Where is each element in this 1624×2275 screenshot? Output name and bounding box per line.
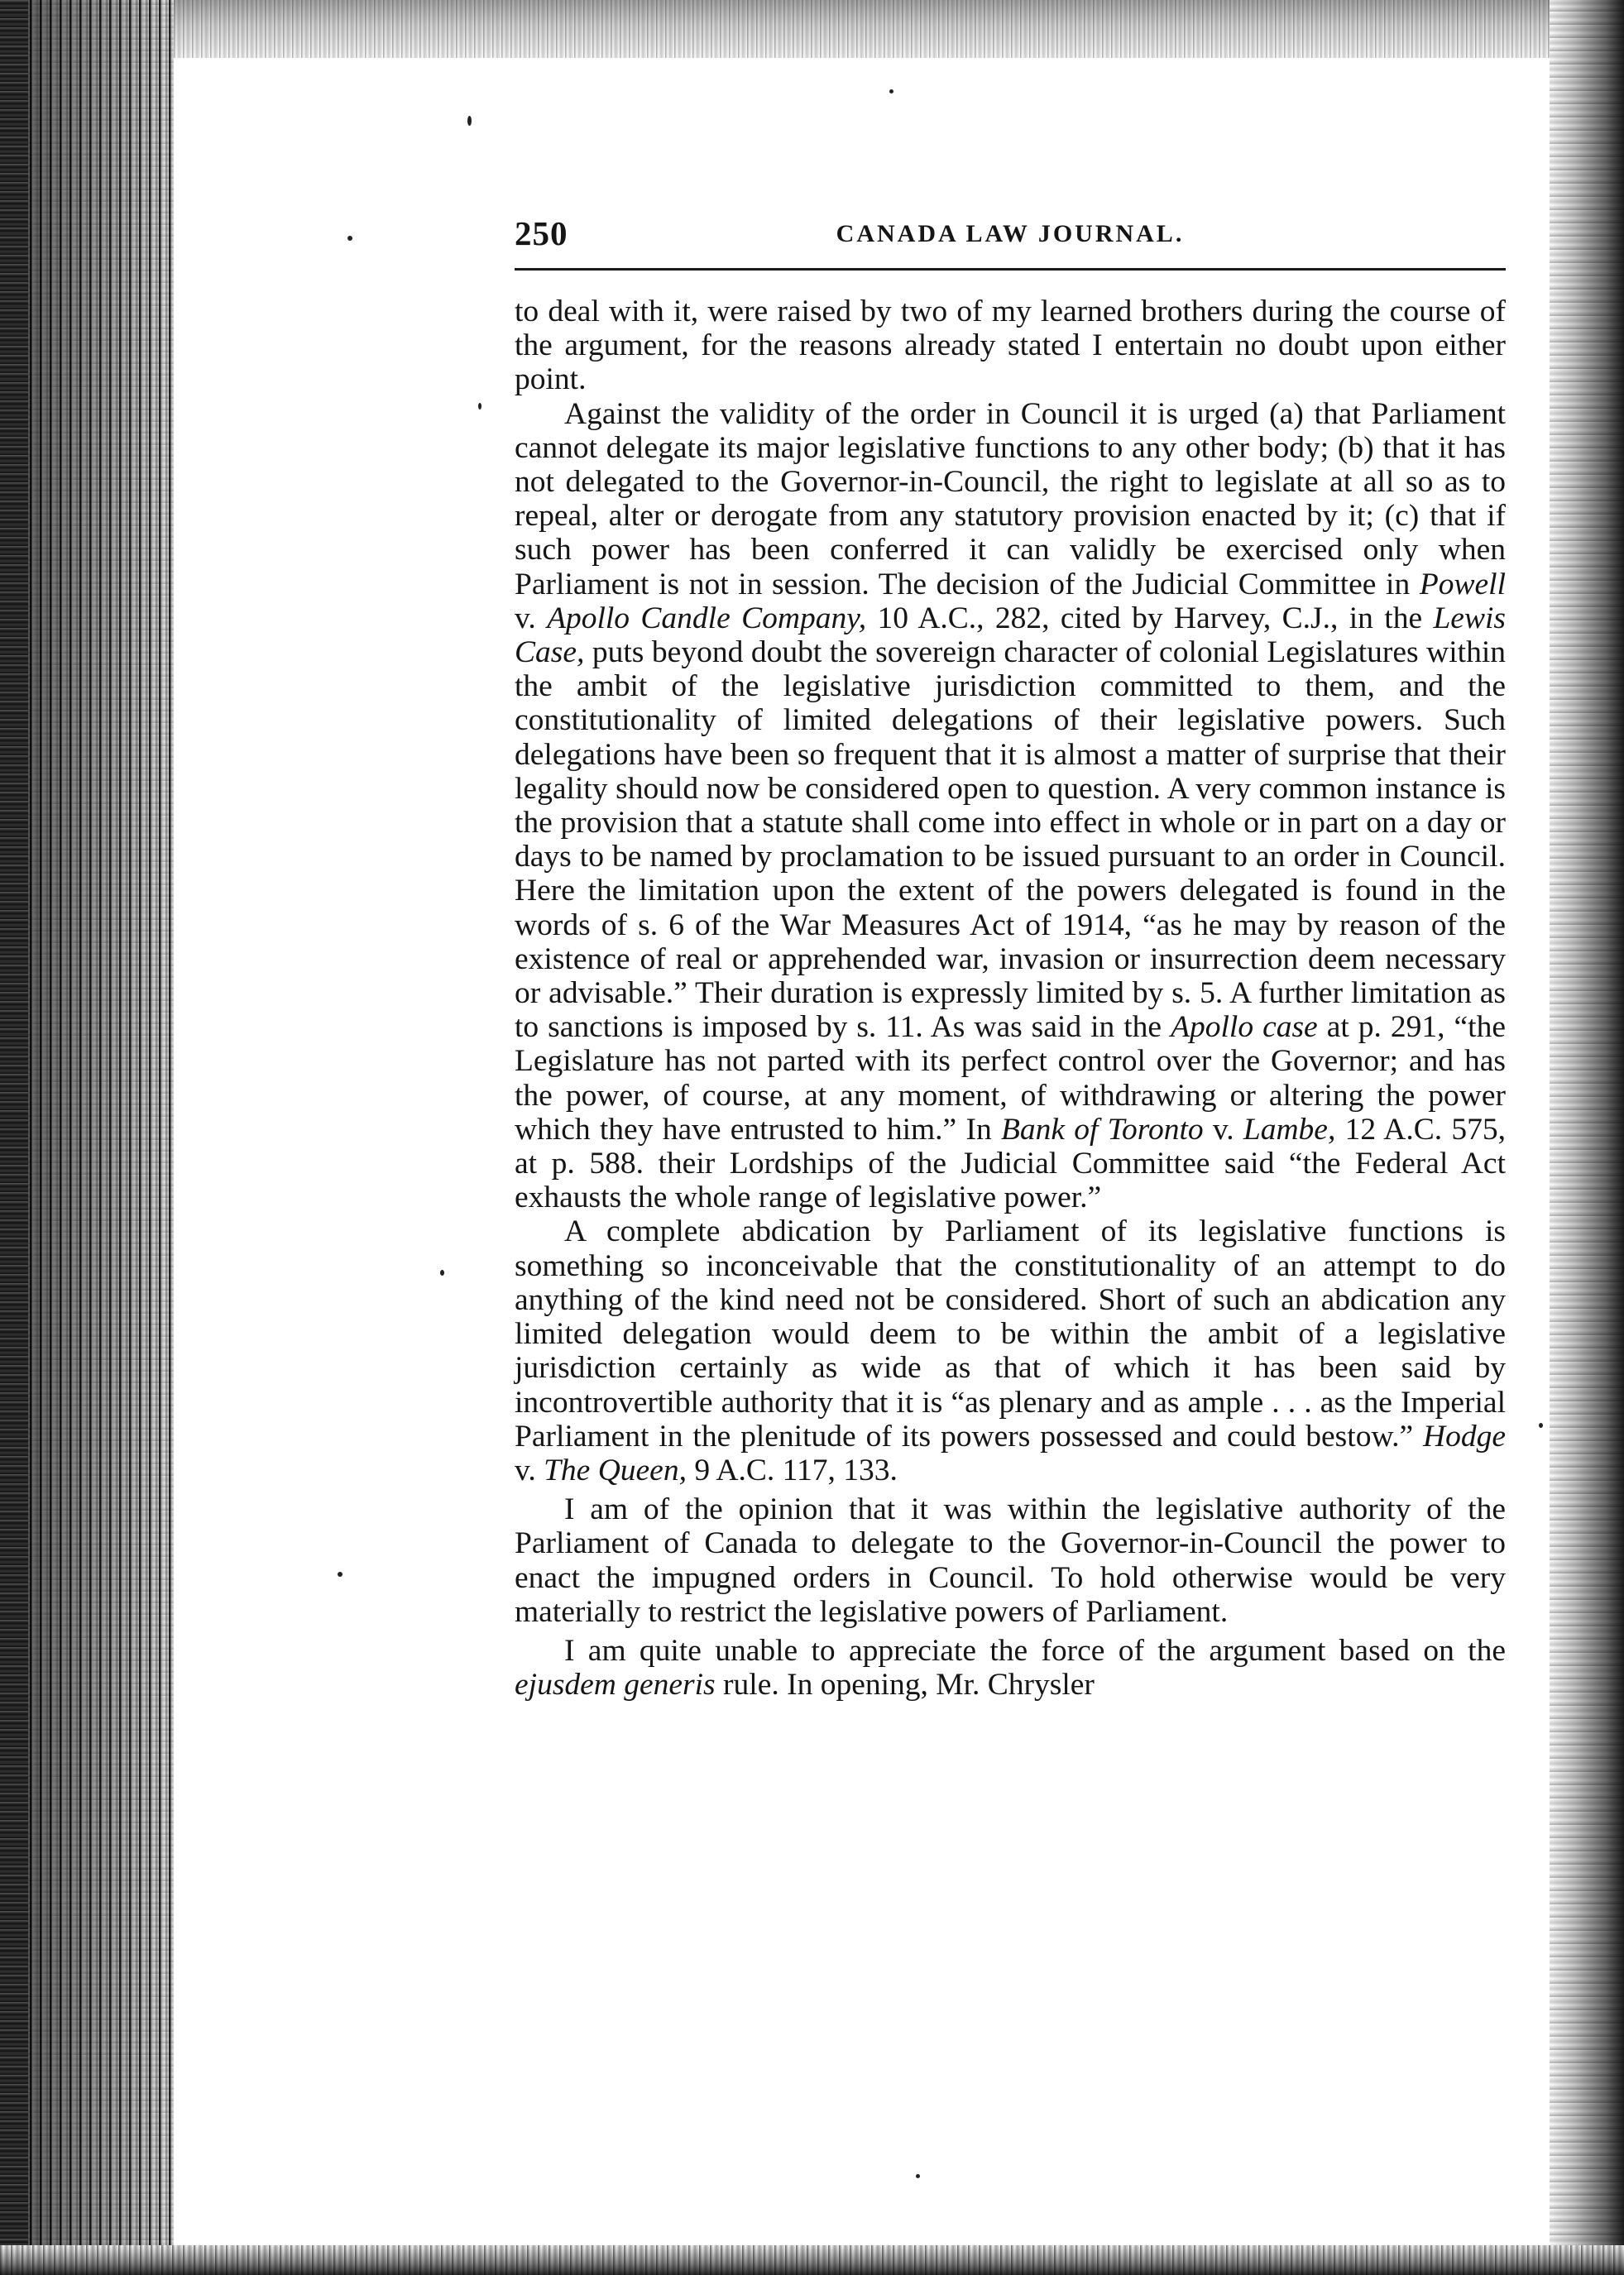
scan-speck <box>338 1572 343 1577</box>
scan-edge-left <box>0 0 28 2275</box>
header-rule <box>515 268 1506 271</box>
italic-citation: Apollo Candle Company, <box>547 601 867 635</box>
italic-citation: Bank of Toronto <box>1000 1112 1204 1147</box>
italic-citation: Lambe, <box>1243 1112 1336 1147</box>
body-text <box>515 295 1506 1702</box>
page-number: 250 <box>515 214 568 252</box>
scan-speck <box>916 2174 920 2178</box>
text-run: to deal with it, were raised by two of my learned brothers during the course of the argument, for the reasons already stated I entertain no doubt upon either point. <box>515 295 1506 397</box>
text-run: v. <box>515 601 548 635</box>
text-run: v. <box>515 1453 544 1487</box>
scan-shadow-right <box>1550 0 1624 2275</box>
scan-speck <box>467 116 472 126</box>
scan-speck <box>440 1270 444 1276</box>
scan-shadow-top <box>174 0 1624 58</box>
paragraph <box>515 1634 1506 1702</box>
text-run: I am of the opinion that it was within the legislative authority of the Parliament of Canada to delegate to the Governor-in-Council the power to enact the impugned orders in Council. To hold otherwise would be very materially to restrict the legislative powers of Parliament. <box>515 1492 1506 1629</box>
running-head: CANADA LAW JOURNAL. <box>836 220 1185 247</box>
italic-citation: Lewis Case, <box>515 601 1506 670</box>
text-run: 9 A.C. 117, 133. <box>686 1453 898 1487</box>
paragraph <box>515 1214 1506 1487</box>
scan-speck <box>889 89 893 93</box>
text-run: A complete abdication by Parliament of its legislative functions is something so inconceivable that the constitutionality of an attempt to do anything of the kind need not be considered. Short of such an abdication any limited delegation would deem to be within the ambit of a legislative jurisdiction certainly as wide as that of which it has been said by incontrovertible authority that it is “as plenary and as ample . . . as the Imperial Parliament in the plenitude of its powers possessed and could bestow.” <box>515 1214 1506 1454</box>
text-run: at p. 291, “the Legislature has not parted with its perfect control over the Governor; and has the power, of course, at any moment, of withdrawing or altering the power which they have entrusted to him.” In <box>515 1010 1506 1147</box>
italic-citation: Powell <box>1419 567 1506 601</box>
italic-citation: ejusdem generis <box>515 1668 716 1703</box>
italic-citation: The Queen, <box>544 1453 687 1487</box>
scan-speck <box>478 403 481 410</box>
paragraph <box>515 1492 1506 1629</box>
text-run: puts beyond doubt the sovereign character of colonial Legislatures within the ambit of the legislative jurisdiction committed to them, and the constitutionality of limited delegations of their legislative powers. Such delegations have been so frequent that it is almost a matter of surprise that their legality should now be considered open to question. A very common instance is the provision that a statute shall come into effect in whole or in part on a day or days to be named by proclamation to be issued pursuant to an order in Council. Here the limitation upon the extent of the powers delegated is found in the words of s. 6 of the War Measures Act of 1914, “as he may by reason of the existence of real or apprehended war, invasion or insurrection deem necessary or advisable.” Their duration is expressly limited by s. 5. A further limitation as to sanctions is imposed by s. 11. As was said in the <box>515 635 1506 1045</box>
paragraph <box>515 397 1506 1215</box>
italic-citation: Hodge <box>1423 1419 1506 1454</box>
scan-speck <box>347 236 352 241</box>
paragraph <box>515 295 1506 397</box>
text-run: Against the validity of the order in Council it is urged (a) that Parliament cannot delegate its major legislative functions to any other body; (b) that it has not delegated to the Governor-in-Council, the right to legislate at all so as to repeal, alter or derogate from any statutory provision enacted by it; (c) that if such power has been conferred it can validly be exercised only when Parliament is not in session. The decision of the Judicial Committee in <box>515 396 1506 601</box>
text-run: I am quite unable to appreciate the force of the argument based on the <box>564 1633 1506 1668</box>
text-run: 12 A.C. 575, at p. 588. their Lordships of the Judicial Committee said “the Federal Act exhausts the whole range of legislative power.” <box>515 1112 1506 1215</box>
italic-citation: Apollo case <box>1171 1010 1318 1045</box>
scan-shadow-bottom <box>0 2245 1624 2275</box>
page-header <box>515 213 1506 271</box>
text-run: rule. In opening, Mr. Chrysler <box>715 1668 1095 1703</box>
text-run: 10 A.C., 282, cited by Harvey, C.J., in the <box>866 601 1434 635</box>
text-run: v. <box>1203 1112 1243 1147</box>
scan-speck <box>1539 1423 1543 1428</box>
